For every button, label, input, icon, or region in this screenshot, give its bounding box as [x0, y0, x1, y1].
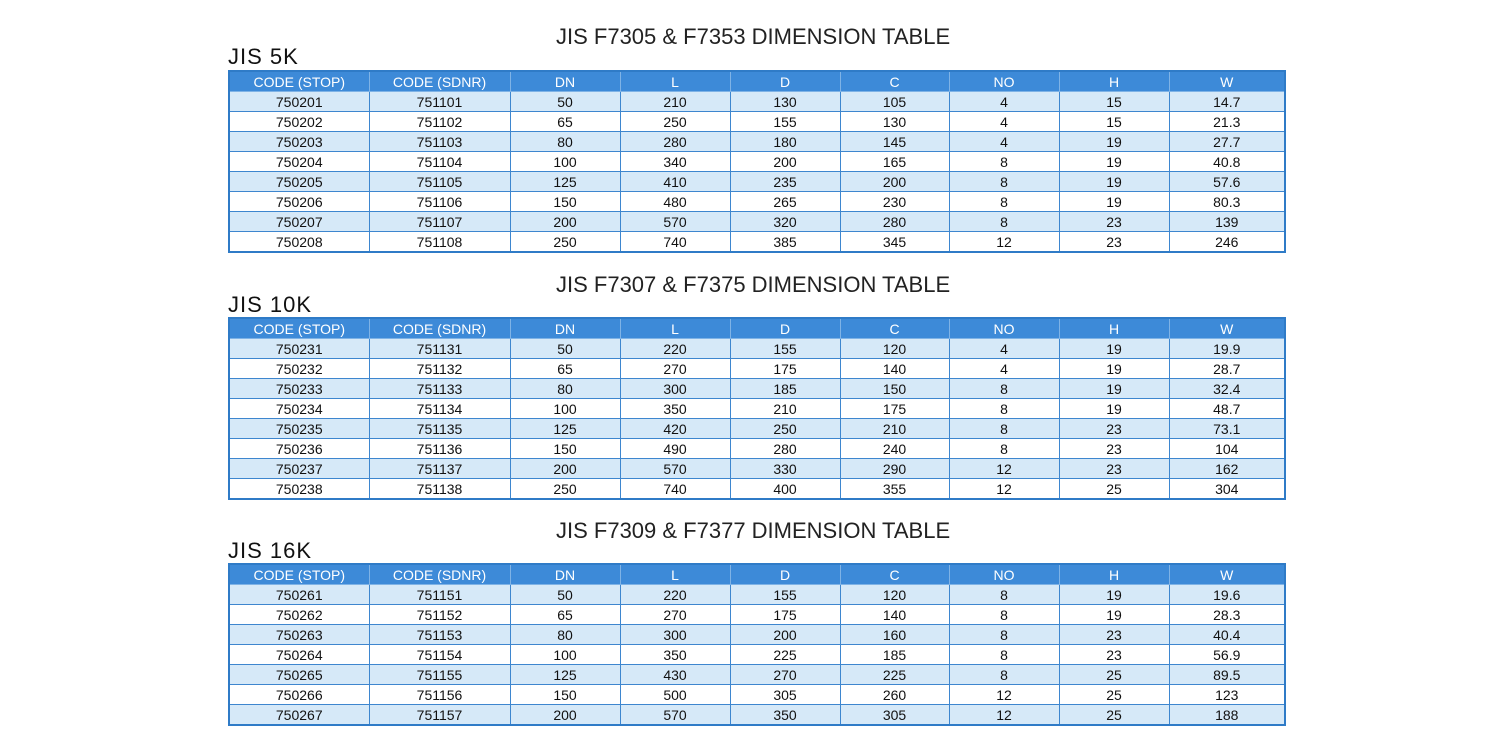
table-cell: 305 — [730, 685, 840, 705]
table-cell: 751156 — [369, 685, 510, 705]
table-cell: 40.8 — [1169, 152, 1285, 172]
table-cell: 751154 — [369, 645, 510, 665]
table-cell: 80 — [510, 625, 620, 645]
table-cell: 19 — [1059, 152, 1169, 172]
table-cell: 260 — [840, 685, 949, 705]
table-cell: 490 — [620, 439, 730, 459]
table-cell: 750264 — [229, 645, 369, 665]
table-cell: 150 — [840, 379, 949, 399]
table-cell: 751103 — [369, 132, 510, 152]
table-cell: 23 — [1059, 645, 1169, 665]
table-cell: 290 — [840, 459, 949, 479]
table-cell: 4 — [949, 112, 1059, 132]
table-row — [229, 439, 1285, 459]
table-cell: 25 — [1059, 705, 1169, 726]
table-cell: 750202 — [229, 112, 369, 132]
table-row — [229, 605, 1285, 625]
table-cell: 19 — [1059, 399, 1169, 419]
table-cell: 19 — [1059, 339, 1169, 359]
table-cell: 8 — [949, 212, 1059, 232]
table-cell: 750238 — [229, 479, 369, 500]
table-cell: 32.4 — [1169, 379, 1285, 399]
table-cell: 345 — [840, 232, 949, 253]
table-cell: 740 — [620, 479, 730, 500]
table-row — [229, 399, 1285, 419]
table-cell: 56.9 — [1169, 645, 1285, 665]
table-cell: 480 — [620, 192, 730, 212]
table-cell: 155 — [730, 339, 840, 359]
table-cell: 150 — [510, 192, 620, 212]
table-cell: 750206 — [229, 192, 369, 212]
table-cell: 8 — [949, 439, 1059, 459]
table-cell: 350 — [730, 705, 840, 726]
column-header: W — [1169, 71, 1285, 92]
table-row — [229, 152, 1285, 172]
table-cell: 751104 — [369, 152, 510, 172]
table-cell: 130 — [730, 92, 840, 112]
table-cell: 12 — [949, 459, 1059, 479]
table-cell: 8 — [949, 645, 1059, 665]
table-cell: 751157 — [369, 705, 510, 726]
table-cell: 23 — [1059, 212, 1169, 232]
table-cell: 57.6 — [1169, 172, 1285, 192]
table-cell: 165 — [840, 152, 949, 172]
table-cell: 150 — [510, 439, 620, 459]
table-row — [229, 359, 1285, 379]
table-cell: 125 — [510, 419, 620, 439]
table-cell: 740 — [620, 232, 730, 253]
table-cell: 12 — [949, 479, 1059, 500]
column-header: D — [730, 318, 840, 339]
column-header: CODE (STOP) — [229, 318, 369, 339]
table-header-row — [229, 564, 1285, 585]
table-cell: 400 — [730, 479, 840, 500]
table-row — [229, 685, 1285, 705]
table-cell: 65 — [510, 605, 620, 625]
table-cell: 40.4 — [1169, 625, 1285, 645]
table-cell: 140 — [840, 605, 949, 625]
column-header: DN — [510, 564, 620, 585]
table-cell: 751132 — [369, 359, 510, 379]
table-cell: 200 — [510, 212, 620, 232]
table-cell: 15 — [1059, 92, 1169, 112]
table-row — [229, 339, 1285, 359]
table-row — [229, 479, 1285, 500]
table-cell: 751138 — [369, 479, 510, 500]
table-row — [229, 212, 1285, 232]
table-title: JIS F7309 & F7377 DIMENSION TABLE — [556, 518, 951, 543]
table-cell: 4 — [949, 339, 1059, 359]
column-header: W — [1169, 564, 1285, 585]
table-row — [229, 705, 1285, 726]
table-cell: 25 — [1059, 479, 1169, 500]
table-cell: 12 — [949, 705, 1059, 726]
table-cell: 145 — [840, 132, 949, 152]
table-cell: 8 — [949, 419, 1059, 439]
table-cell: 750262 — [229, 605, 369, 625]
pressure-class-label: JIS 16K — [228, 538, 313, 563]
table-cell: 750235 — [229, 419, 369, 439]
table-cell: 750232 — [229, 359, 369, 379]
table-cell: 305 — [840, 705, 949, 726]
column-header: CODE (STOP) — [229, 71, 369, 92]
table-cell: 89.5 — [1169, 665, 1285, 685]
table-cell: 175 — [730, 605, 840, 625]
table-cell: 80 — [510, 379, 620, 399]
table-cell: 200 — [510, 459, 620, 479]
table-cell: 19 — [1059, 585, 1169, 605]
table-cell: 14.7 — [1169, 92, 1285, 112]
table-cell: 8 — [949, 665, 1059, 685]
table-cell: 23 — [1059, 232, 1169, 253]
table-cell: 125 — [510, 172, 620, 192]
table-cell: 200 — [730, 152, 840, 172]
table-cell: 210 — [840, 419, 949, 439]
table-cell: 175 — [730, 359, 840, 379]
table-row — [229, 585, 1285, 605]
table-cell: 4 — [949, 359, 1059, 379]
table-cell: 23 — [1059, 439, 1169, 459]
table-cell: 210 — [730, 399, 840, 419]
table-row — [229, 419, 1285, 439]
table-cell: 200 — [840, 172, 949, 192]
table-cell: 175 — [840, 399, 949, 419]
table-cell: 120 — [840, 339, 949, 359]
table-cell: 570 — [620, 705, 730, 726]
table-cell: 751105 — [369, 172, 510, 192]
table-cell: 750207 — [229, 212, 369, 232]
table-cell: 280 — [730, 439, 840, 459]
table-cell: 21.3 — [1169, 112, 1285, 132]
table-cell: 750201 — [229, 92, 369, 112]
table-cell: 225 — [730, 645, 840, 665]
column-header: DN — [510, 318, 620, 339]
table-cell: 25 — [1059, 665, 1169, 685]
table-cell: 300 — [620, 379, 730, 399]
table-cell: 25 — [1059, 685, 1169, 705]
table-cell: 155 — [730, 112, 840, 132]
table-cell: 250 — [620, 112, 730, 132]
table-cell: 320 — [730, 212, 840, 232]
column-header: DN — [510, 71, 620, 92]
table-cell: 750203 — [229, 132, 369, 152]
table-cell: 750234 — [229, 399, 369, 419]
column-header: H — [1059, 318, 1169, 339]
table-cell: 385 — [730, 232, 840, 253]
table-cell: 240 — [840, 439, 949, 459]
column-header: CODE (SDNR) — [369, 318, 510, 339]
table-row — [229, 625, 1285, 645]
table-cell: 160 — [840, 625, 949, 645]
table-cell: 8 — [949, 585, 1059, 605]
table-cell: 15 — [1059, 112, 1169, 132]
table-cell: 250 — [510, 479, 620, 500]
table-cell: 750237 — [229, 459, 369, 479]
table-row — [229, 645, 1285, 665]
table-cell: 751108 — [369, 232, 510, 253]
table-cell: 185 — [840, 645, 949, 665]
table-cell: 19 — [1059, 379, 1169, 399]
dimension-table — [228, 563, 1286, 726]
column-header: D — [730, 564, 840, 585]
table-header-row — [229, 71, 1285, 92]
table-cell: 185 — [730, 379, 840, 399]
table-cell: 19.6 — [1169, 585, 1285, 605]
table-cell: 751135 — [369, 419, 510, 439]
table-cell: 123 — [1169, 685, 1285, 705]
table-cell: 139 — [1169, 212, 1285, 232]
table-cell: 250 — [510, 232, 620, 253]
table-cell: 280 — [840, 212, 949, 232]
table-cell: 105 — [840, 92, 949, 112]
pressure-class-label: JIS 10K — [228, 292, 313, 317]
table-title: JIS F7307 & F7375 DIMENSION TABLE — [556, 272, 951, 297]
table-cell: 750204 — [229, 152, 369, 172]
table-cell: 48.7 — [1169, 399, 1285, 419]
table-cell: 304 — [1169, 479, 1285, 500]
table-cell: 750233 — [229, 379, 369, 399]
table-cell: 19 — [1059, 192, 1169, 212]
table-cell: 570 — [620, 212, 730, 232]
table-cell: 65 — [510, 359, 620, 379]
table-cell: 100 — [510, 399, 620, 419]
column-header: C — [840, 318, 949, 339]
column-header: W — [1169, 318, 1285, 339]
table-cell: 500 — [620, 685, 730, 705]
table-cell: 4 — [949, 92, 1059, 112]
table-cell: 19.9 — [1169, 339, 1285, 359]
table-cell: 350 — [620, 399, 730, 419]
column-header: C — [840, 564, 949, 585]
table-cell: 750267 — [229, 705, 369, 726]
column-header: L — [620, 318, 730, 339]
table-cell: 220 — [620, 585, 730, 605]
table-cell: 28.7 — [1169, 359, 1285, 379]
table-cell: 751134 — [369, 399, 510, 419]
table-cell: 235 — [730, 172, 840, 192]
table-cell: 150 — [510, 685, 620, 705]
dimension-table — [228, 70, 1286, 253]
table-cell: 225 — [840, 665, 949, 685]
table-cell: 8 — [949, 399, 1059, 419]
column-header: L — [620, 564, 730, 585]
table-cell: 162 — [1169, 459, 1285, 479]
table-row — [229, 459, 1285, 479]
column-header: NO — [949, 318, 1059, 339]
column-header: CODE (STOP) — [229, 564, 369, 585]
table-cell: 8 — [949, 172, 1059, 192]
table-cell: 751107 — [369, 212, 510, 232]
table-cell: 751101 — [369, 92, 510, 112]
table-cell: 570 — [620, 459, 730, 479]
table-title: JIS F7305 & F7353 DIMENSION TABLE — [556, 24, 951, 49]
table-cell: 750205 — [229, 172, 369, 192]
column-header: NO — [949, 564, 1059, 585]
column-header: L — [620, 71, 730, 92]
pressure-class-label: JIS 5K — [228, 44, 299, 69]
table-cell: 230 — [840, 192, 949, 212]
table-cell: 751153 — [369, 625, 510, 645]
table-cell: 751106 — [369, 192, 510, 212]
table-cell: 23 — [1059, 625, 1169, 645]
table-cell: 140 — [840, 359, 949, 379]
table-cell: 8 — [949, 379, 1059, 399]
table-cell: 50 — [510, 339, 620, 359]
table-cell: 270 — [730, 665, 840, 685]
table-cell: 23 — [1059, 459, 1169, 479]
table-cell: 100 — [510, 152, 620, 172]
table-cell: 751136 — [369, 439, 510, 459]
table-cell: 750208 — [229, 232, 369, 253]
table-row — [229, 92, 1285, 112]
table-row — [229, 665, 1285, 685]
table-cell: 155 — [730, 585, 840, 605]
table-cell: 220 — [620, 339, 730, 359]
table-cell: 80.3 — [1169, 192, 1285, 212]
table-cell: 27.7 — [1169, 132, 1285, 152]
table-cell: 8 — [949, 152, 1059, 172]
column-header: NO — [949, 71, 1059, 92]
table-cell: 750236 — [229, 439, 369, 459]
table-cell: 750261 — [229, 585, 369, 605]
table-cell: 750266 — [229, 685, 369, 705]
table-cell: 19 — [1059, 359, 1169, 379]
table-cell: 280 — [620, 132, 730, 152]
column-header: D — [730, 71, 840, 92]
table-row — [229, 172, 1285, 192]
table-cell: 250 — [730, 419, 840, 439]
table-cell: 28.3 — [1169, 605, 1285, 625]
table-row — [229, 132, 1285, 152]
column-header: H — [1059, 71, 1169, 92]
table-cell: 12 — [949, 685, 1059, 705]
table-cell: 19 — [1059, 132, 1169, 152]
table-cell: 4 — [949, 132, 1059, 152]
table-row — [229, 112, 1285, 132]
table-row — [229, 192, 1285, 212]
table-cell: 8 — [949, 625, 1059, 645]
table-cell: 300 — [620, 625, 730, 645]
table-cell: 210 — [620, 92, 730, 112]
column-header: CODE (SDNR) — [369, 564, 510, 585]
column-header: H — [1059, 564, 1169, 585]
table-cell: 104 — [1169, 439, 1285, 459]
table-cell: 100 — [510, 645, 620, 665]
table-cell: 751133 — [369, 379, 510, 399]
table-cell: 330 — [730, 459, 840, 479]
table-cell: 180 — [730, 132, 840, 152]
table-row — [229, 232, 1285, 253]
table-header-row — [229, 318, 1285, 339]
table-cell: 751155 — [369, 665, 510, 685]
table-cell: 750265 — [229, 665, 369, 685]
table-cell: 340 — [620, 152, 730, 172]
table-cell: 751102 — [369, 112, 510, 132]
table-cell: 80 — [510, 132, 620, 152]
table-cell: 751152 — [369, 605, 510, 625]
table-cell: 19 — [1059, 172, 1169, 192]
table-cell: 188 — [1169, 705, 1285, 726]
table-cell: 750231 — [229, 339, 369, 359]
table-cell: 751151 — [369, 585, 510, 605]
table-cell: 8 — [949, 605, 1059, 625]
table-cell: 355 — [840, 479, 949, 500]
table-cell: 420 — [620, 419, 730, 439]
dimension-table — [228, 317, 1286, 500]
table-cell: 750263 — [229, 625, 369, 645]
table-cell: 73.1 — [1169, 419, 1285, 439]
table-cell: 50 — [510, 585, 620, 605]
table-cell: 120 — [840, 585, 949, 605]
table-cell: 265 — [730, 192, 840, 212]
table-cell: 246 — [1169, 232, 1285, 253]
column-header: CODE (SDNR) — [369, 71, 510, 92]
column-header: C — [840, 71, 949, 92]
table-cell: 8 — [949, 192, 1059, 212]
table-cell: 50 — [510, 92, 620, 112]
table-cell: 751137 — [369, 459, 510, 479]
table-cell: 23 — [1059, 419, 1169, 439]
table-cell: 350 — [620, 645, 730, 665]
table-cell: 751131 — [369, 339, 510, 359]
table-cell: 65 — [510, 112, 620, 132]
table-cell: 19 — [1059, 605, 1169, 625]
table-cell: 200 — [730, 625, 840, 645]
table-cell: 125 — [510, 665, 620, 685]
table-cell: 12 — [949, 232, 1059, 253]
table-cell: 270 — [620, 359, 730, 379]
table-cell: 130 — [840, 112, 949, 132]
table-row — [229, 379, 1285, 399]
table-cell: 200 — [510, 705, 620, 726]
table-cell: 270 — [620, 605, 730, 625]
table-cell: 430 — [620, 665, 730, 685]
table-cell: 410 — [620, 172, 730, 192]
